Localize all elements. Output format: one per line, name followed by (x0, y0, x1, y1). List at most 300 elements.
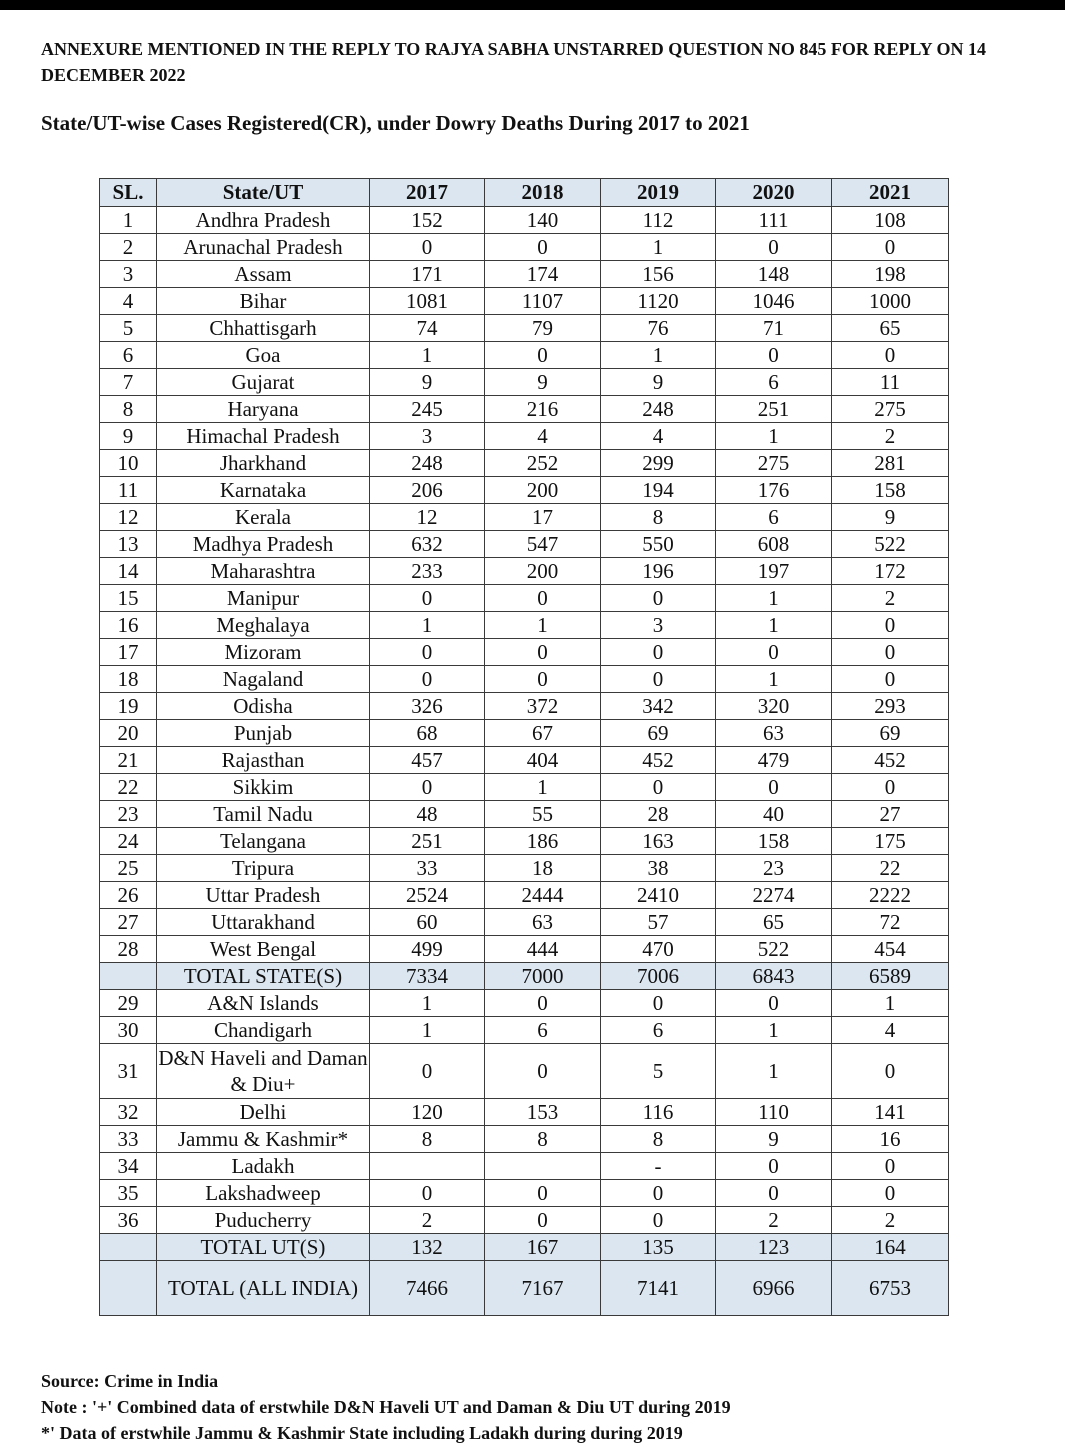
value-cell-2021: 0 (832, 1180, 949, 1207)
value-cell-2020: 111 (716, 207, 832, 234)
value-cell-2021: 198 (832, 261, 949, 288)
value-cell-2019: 8 (601, 504, 716, 531)
sl-cell: 10 (100, 450, 157, 477)
value-cell-2017: 326 (370, 693, 485, 720)
value-cell-2019: 0 (601, 1180, 716, 1207)
value-cell-2021: 4 (832, 1017, 949, 1044)
value-cell-2021: 2 (832, 1207, 949, 1234)
value-cell-2021: 69 (832, 720, 949, 747)
value-cell-2018: 200 (485, 558, 601, 585)
value-cell-2018: 4 (485, 423, 601, 450)
value-cell-2019: 6 (601, 1017, 716, 1044)
table-row (100, 828, 949, 855)
state-ut-cell: Himachal Pradesh (157, 423, 370, 450)
table-row (100, 450, 949, 477)
table-header-row (100, 179, 949, 207)
value-cell-2020: 251 (716, 396, 832, 423)
state-ut-cell: Telangana (157, 828, 370, 855)
value-cell-2019: 7006 (601, 963, 716, 990)
table-row (100, 234, 949, 261)
table-row (100, 855, 949, 882)
value-cell-2020: 176 (716, 477, 832, 504)
value-cell-2019: 112 (601, 207, 716, 234)
state-ut-cell: Delhi (157, 1099, 370, 1126)
total-row (100, 963, 949, 990)
state-ut-cell: Kerala (157, 504, 370, 531)
value-cell-2019: 470 (601, 936, 716, 963)
total-row (100, 1234, 949, 1261)
sl-cell: 14 (100, 558, 157, 585)
sl-cell: 4 (100, 288, 157, 315)
value-cell-2017: 632 (370, 531, 485, 558)
value-cell-2021: 454 (832, 936, 949, 963)
value-cell-2018: 7000 (485, 963, 601, 990)
value-cell-2021: 0 (832, 639, 949, 666)
table-title: State/UT-wise Cases Registered(CR), under Dowry Deaths During 2017 to 2021 (41, 111, 750, 135)
value-cell-2019: 57 (601, 909, 716, 936)
value-cell-2020: 23 (716, 855, 832, 882)
value-cell-2020: 0 (716, 990, 832, 1017)
source-note: Source: Crime in India (41, 1371, 219, 1391)
value-cell-2021: 0 (832, 1044, 949, 1099)
value-cell-2020: 275 (716, 450, 832, 477)
value-cell-2018: 0 (485, 234, 601, 261)
table-row (100, 369, 949, 396)
state-ut-cell: Goa (157, 342, 370, 369)
table-row (100, 261, 949, 288)
table-row (100, 396, 949, 423)
table-row (100, 288, 949, 315)
value-cell-2017: 60 (370, 909, 485, 936)
sl-cell: 33 (100, 1126, 157, 1153)
sl-cell: 32 (100, 1099, 157, 1126)
table-row (100, 720, 949, 747)
value-cell-2019: 38 (601, 855, 716, 882)
value-cell-2019: 194 (601, 477, 716, 504)
state-ut-cell: Puducherry (157, 1207, 370, 1234)
value-cell-2021: 0 (832, 774, 949, 801)
sl-cell (100, 1234, 157, 1261)
value-cell-2021: 293 (832, 693, 949, 720)
value-cell-2019: 2410 (601, 882, 716, 909)
header-2021: 2021 (832, 179, 949, 207)
value-cell-2017: 1081 (370, 288, 485, 315)
sl-cell: 9 (100, 423, 157, 450)
header-2019: 2019 (601, 179, 716, 207)
value-cell-2018: 7167 (485, 1261, 601, 1316)
value-cell-2021: 72 (832, 909, 949, 936)
table-row (100, 882, 949, 909)
sl-cell: 8 (100, 396, 157, 423)
value-cell-2018: 404 (485, 747, 601, 774)
value-cell-2018: 1 (485, 612, 601, 639)
state-ut-cell: Tamil Nadu (157, 801, 370, 828)
table-row (100, 747, 949, 774)
state-ut-cell: Tripura (157, 855, 370, 882)
table-row (100, 342, 949, 369)
state-ut-cell: Chhattisgarh (157, 315, 370, 342)
value-cell-2020: 1 (716, 666, 832, 693)
value-cell-2019: - (601, 1153, 716, 1180)
value-cell-2021: 1 (832, 990, 949, 1017)
value-cell-2020: 522 (716, 936, 832, 963)
value-cell-2021: 6753 (832, 1261, 949, 1316)
table-row (100, 612, 949, 639)
table-row (100, 1207, 949, 1234)
sl-cell: 29 (100, 990, 157, 1017)
value-cell-2017: 1 (370, 990, 485, 1017)
state-ut-cell: Punjab (157, 720, 370, 747)
value-cell-2017: 7466 (370, 1261, 485, 1316)
state-ut-cell: Ladakh (157, 1153, 370, 1180)
value-cell-2021: 0 (832, 234, 949, 261)
value-cell-2018: 55 (485, 801, 601, 828)
value-cell-2019: 1 (601, 234, 716, 261)
value-cell-2020: 0 (716, 342, 832, 369)
value-cell-2021: 452 (832, 747, 949, 774)
value-cell-2018: 0 (485, 585, 601, 612)
value-cell-2018: 1107 (485, 288, 601, 315)
value-cell-2021: 0 (832, 612, 949, 639)
state-ut-cell: Jharkhand (157, 450, 370, 477)
value-cell-2019: 550 (601, 531, 716, 558)
value-cell-2021: 2222 (832, 882, 949, 909)
table-row (100, 423, 949, 450)
state-ut-cell: TOTAL UT(S) (157, 1234, 370, 1261)
header-2018: 2018 (485, 179, 601, 207)
value-cell-2018: 9 (485, 369, 601, 396)
state-ut-cell: Assam (157, 261, 370, 288)
value-cell-2017: 2524 (370, 882, 485, 909)
value-cell-2021: 16 (832, 1126, 949, 1153)
value-cell-2019: 4 (601, 423, 716, 450)
value-cell-2017: 499 (370, 936, 485, 963)
value-cell-2021: 65 (832, 315, 949, 342)
sl-cell: 25 (100, 855, 157, 882)
note-jammu-kashmir: *' Data of erstwhile Jammu & Kashmir State including Ladakh during during 2019 (41, 1423, 683, 1443)
value-cell-2017: 1 (370, 1017, 485, 1044)
table-row (100, 531, 949, 558)
value-cell-2017: 68 (370, 720, 485, 747)
value-cell-2018: 200 (485, 477, 601, 504)
sl-cell: 13 (100, 531, 157, 558)
value-cell-2019: 28 (601, 801, 716, 828)
state-ut-cell: Mizoram (157, 639, 370, 666)
state-ut-cell: Arunachal Pradesh (157, 234, 370, 261)
value-cell-2020: 6966 (716, 1261, 832, 1316)
sl-cell: 6 (100, 342, 157, 369)
state-ut-cell: Haryana (157, 396, 370, 423)
table-row (100, 1126, 949, 1153)
value-cell-2020: 320 (716, 693, 832, 720)
value-cell-2018: 186 (485, 828, 601, 855)
sl-cell: 35 (100, 1180, 157, 1207)
value-cell-2018: 216 (485, 396, 601, 423)
value-cell-2021: 9 (832, 504, 949, 531)
value-cell-2021: 2 (832, 423, 949, 450)
value-cell-2018: 0 (485, 666, 601, 693)
value-cell-2017: 1 (370, 612, 485, 639)
value-cell-2020: 6 (716, 504, 832, 531)
state-ut-cell: TOTAL (ALL INDIA) (157, 1261, 370, 1316)
value-cell-2020: 0 (716, 774, 832, 801)
sl-cell: 34 (100, 1153, 157, 1180)
value-cell-2021: 11 (832, 369, 949, 396)
value-cell-2017: 9 (370, 369, 485, 396)
top-border-bar (0, 0, 1065, 10)
table-row (100, 909, 949, 936)
value-cell-2017: 457 (370, 747, 485, 774)
state-ut-cell: Uttar Pradesh (157, 882, 370, 909)
value-cell-2020: 123 (716, 1234, 832, 1261)
sl-cell (100, 963, 157, 990)
sl-cell: 21 (100, 747, 157, 774)
state-ut-cell: Bihar (157, 288, 370, 315)
value-cell-2018: 18 (485, 855, 601, 882)
value-cell-2019: 156 (601, 261, 716, 288)
value-cell-2017: 74 (370, 315, 485, 342)
sl-cell: 12 (100, 504, 157, 531)
value-cell-2020: 6843 (716, 963, 832, 990)
value-cell-2019: 69 (601, 720, 716, 747)
value-cell-2018: 444 (485, 936, 601, 963)
value-cell-2020: 197 (716, 558, 832, 585)
sl-cell: 20 (100, 720, 157, 747)
header-2017: 2017 (370, 179, 485, 207)
sl-cell: 28 (100, 936, 157, 963)
value-cell-2020: 9 (716, 1126, 832, 1153)
value-cell-2020: 158 (716, 828, 832, 855)
value-cell-2020: 110 (716, 1099, 832, 1126)
state-ut-cell: Odisha (157, 693, 370, 720)
sl-cell: 23 (100, 801, 157, 828)
value-cell-2021: 141 (832, 1099, 949, 1126)
state-ut-cell: Chandigarh (157, 1017, 370, 1044)
value-cell-2021: 172 (832, 558, 949, 585)
value-cell-2019: 1120 (601, 288, 716, 315)
value-cell-2017: 171 (370, 261, 485, 288)
sl-cell: 5 (100, 315, 157, 342)
value-cell-2017: 152 (370, 207, 485, 234)
state-ut-cell: Rajasthan (157, 747, 370, 774)
value-cell-2017: 251 (370, 828, 485, 855)
value-cell-2018: 0 (485, 639, 601, 666)
header-state-ut: State/UT (157, 179, 370, 207)
value-cell-2019: 342 (601, 693, 716, 720)
value-cell-2019: 196 (601, 558, 716, 585)
value-cell-2020: 1 (716, 423, 832, 450)
state-ut-cell: Manipur (157, 585, 370, 612)
value-cell-2021: 275 (832, 396, 949, 423)
value-cell-2020: 40 (716, 801, 832, 828)
value-cell-2021: 0 (832, 666, 949, 693)
value-cell-2020: 71 (716, 315, 832, 342)
table-row (100, 1153, 949, 1180)
value-cell-2020: 65 (716, 909, 832, 936)
table-row (100, 936, 949, 963)
value-cell-2017: 3 (370, 423, 485, 450)
value-cell-2021: 281 (832, 450, 949, 477)
table-row (100, 1044, 949, 1099)
state-ut-cell: Jammu & Kashmir* (157, 1126, 370, 1153)
value-cell-2021: 158 (832, 477, 949, 504)
value-cell-2020: 608 (716, 531, 832, 558)
value-cell-2020: 1 (716, 612, 832, 639)
value-cell-2018: 547 (485, 531, 601, 558)
state-ut-cell: Andhra Pradesh (157, 207, 370, 234)
value-cell-2021: 108 (832, 207, 949, 234)
sl-cell: 11 (100, 477, 157, 504)
value-cell-2019: 5 (601, 1044, 716, 1099)
state-ut-cell: Meghalaya (157, 612, 370, 639)
table-row (100, 1099, 949, 1126)
total-row (100, 1261, 949, 1316)
value-cell-2018: 0 (485, 990, 601, 1017)
value-cell-2020: 2 (716, 1207, 832, 1234)
value-cell-2018: 0 (485, 342, 601, 369)
table-row (100, 585, 949, 612)
sl-cell: 3 (100, 261, 157, 288)
sl-cell: 26 (100, 882, 157, 909)
value-cell-2019: 452 (601, 747, 716, 774)
state-ut-cell: Sikkim (157, 774, 370, 801)
table-row (100, 504, 949, 531)
value-cell-2020: 148 (716, 261, 832, 288)
sl-cell: 30 (100, 1017, 157, 1044)
sl-cell: 15 (100, 585, 157, 612)
sl-cell: 2 (100, 234, 157, 261)
state-ut-cell: Karnataka (157, 477, 370, 504)
note-daman-diu: Note : '+' Combined data of erstwhile D&N Haveli UT and Daman & Diu UT during 2019 (41, 1397, 731, 1417)
table-row (100, 477, 949, 504)
value-cell-2017: 233 (370, 558, 485, 585)
state-ut-cell: Uttarakhand (157, 909, 370, 936)
value-cell-2018: 0 (485, 1180, 601, 1207)
value-cell-2017: 248 (370, 450, 485, 477)
value-cell-2018: 6 (485, 1017, 601, 1044)
table-row (100, 1017, 949, 1044)
sl-cell: 36 (100, 1207, 157, 1234)
value-cell-2017: 0 (370, 1044, 485, 1099)
value-cell-2018: 252 (485, 450, 601, 477)
value-cell-2020: 1 (716, 1044, 832, 1099)
value-cell-2018: 2444 (485, 882, 601, 909)
table-row (100, 801, 949, 828)
value-cell-2019: 0 (601, 774, 716, 801)
table-row (100, 990, 949, 1017)
value-cell-2019: 0 (601, 585, 716, 612)
value-cell-2017: 0 (370, 1180, 485, 1207)
value-cell-2017: 0 (370, 585, 485, 612)
value-cell-2019: 0 (601, 639, 716, 666)
value-cell-2017: 132 (370, 1234, 485, 1261)
header-sl: SL. (100, 179, 157, 207)
sl-cell: 27 (100, 909, 157, 936)
state-ut-cell: Gujarat (157, 369, 370, 396)
value-cell-2018 (485, 1153, 601, 1180)
value-cell-2019: 0 (601, 666, 716, 693)
value-cell-2018: 63 (485, 909, 601, 936)
value-cell-2019: 135 (601, 1234, 716, 1261)
value-cell-2019: 3 (601, 612, 716, 639)
sl-cell: 31 (100, 1044, 157, 1099)
state-ut-cell: D&N Haveli and Daman & Diu+ (157, 1044, 370, 1099)
value-cell-2019: 76 (601, 315, 716, 342)
sl-cell: 16 (100, 612, 157, 639)
state-ut-cell: TOTAL STATE(S) (157, 963, 370, 990)
value-cell-2020: 63 (716, 720, 832, 747)
sl-cell: 19 (100, 693, 157, 720)
table-row (100, 207, 949, 234)
value-cell-2017: 33 (370, 855, 485, 882)
value-cell-2017: 206 (370, 477, 485, 504)
table-row (100, 639, 949, 666)
value-cell-2017: 0 (370, 234, 485, 261)
footer-notes (41, 1368, 1056, 1446)
value-cell-2017: 0 (370, 666, 485, 693)
value-cell-2018: 17 (485, 504, 601, 531)
state-ut-cell: Nagaland (157, 666, 370, 693)
value-cell-2017: 0 (370, 639, 485, 666)
value-cell-2017: 1 (370, 342, 485, 369)
value-cell-2018: 153 (485, 1099, 601, 1126)
value-cell-2017: 245 (370, 396, 485, 423)
value-cell-2018: 372 (485, 693, 601, 720)
value-cell-2017: 0 (370, 774, 485, 801)
value-cell-2018: 167 (485, 1234, 601, 1261)
state-ut-cell: A&N Islands (157, 990, 370, 1017)
header-2020: 2020 (716, 179, 832, 207)
value-cell-2021: 1000 (832, 288, 949, 315)
value-cell-2019: 116 (601, 1099, 716, 1126)
value-cell-2021: 27 (832, 801, 949, 828)
value-cell-2018: 79 (485, 315, 601, 342)
sl-cell: 18 (100, 666, 157, 693)
value-cell-2021: 0 (832, 1153, 949, 1180)
value-cell-2019: 9 (601, 369, 716, 396)
value-cell-2017: 48 (370, 801, 485, 828)
value-cell-2020: 1046 (716, 288, 832, 315)
state-ut-cell: Madhya Pradesh (157, 531, 370, 558)
value-cell-2020: 1 (716, 585, 832, 612)
value-cell-2018: 8 (485, 1126, 601, 1153)
value-cell-2020: 2274 (716, 882, 832, 909)
sl-cell: 24 (100, 828, 157, 855)
value-cell-2021: 164 (832, 1234, 949, 1261)
state-ut-cell: Maharashtra (157, 558, 370, 585)
value-cell-2019: 7141 (601, 1261, 716, 1316)
value-cell-2020: 0 (716, 1180, 832, 1207)
value-cell-2017: 7334 (370, 963, 485, 990)
table-row (100, 693, 949, 720)
value-cell-2017: 2 (370, 1207, 485, 1234)
value-cell-2019: 0 (601, 1207, 716, 1234)
table-row (100, 774, 949, 801)
table-row (100, 558, 949, 585)
value-cell-2017: 12 (370, 504, 485, 531)
value-cell-2021: 6589 (832, 963, 949, 990)
value-cell-2018: 0 (485, 1044, 601, 1099)
value-cell-2018: 140 (485, 207, 601, 234)
annexure-heading: ANNEXURE MENTIONED IN THE REPLY TO RAJYA SABHA UNSTARRED QUESTION NO 845 FOR REPLY ON 14 DECEMBER 2022 (41, 39, 987, 85)
table-row (100, 1180, 949, 1207)
value-cell-2018: 1 (485, 774, 601, 801)
value-cell-2020: 0 (716, 1153, 832, 1180)
table-row (100, 666, 949, 693)
sl-cell: 22 (100, 774, 157, 801)
value-cell-2019: 1 (601, 342, 716, 369)
dowry-deaths-table (99, 178, 949, 1316)
